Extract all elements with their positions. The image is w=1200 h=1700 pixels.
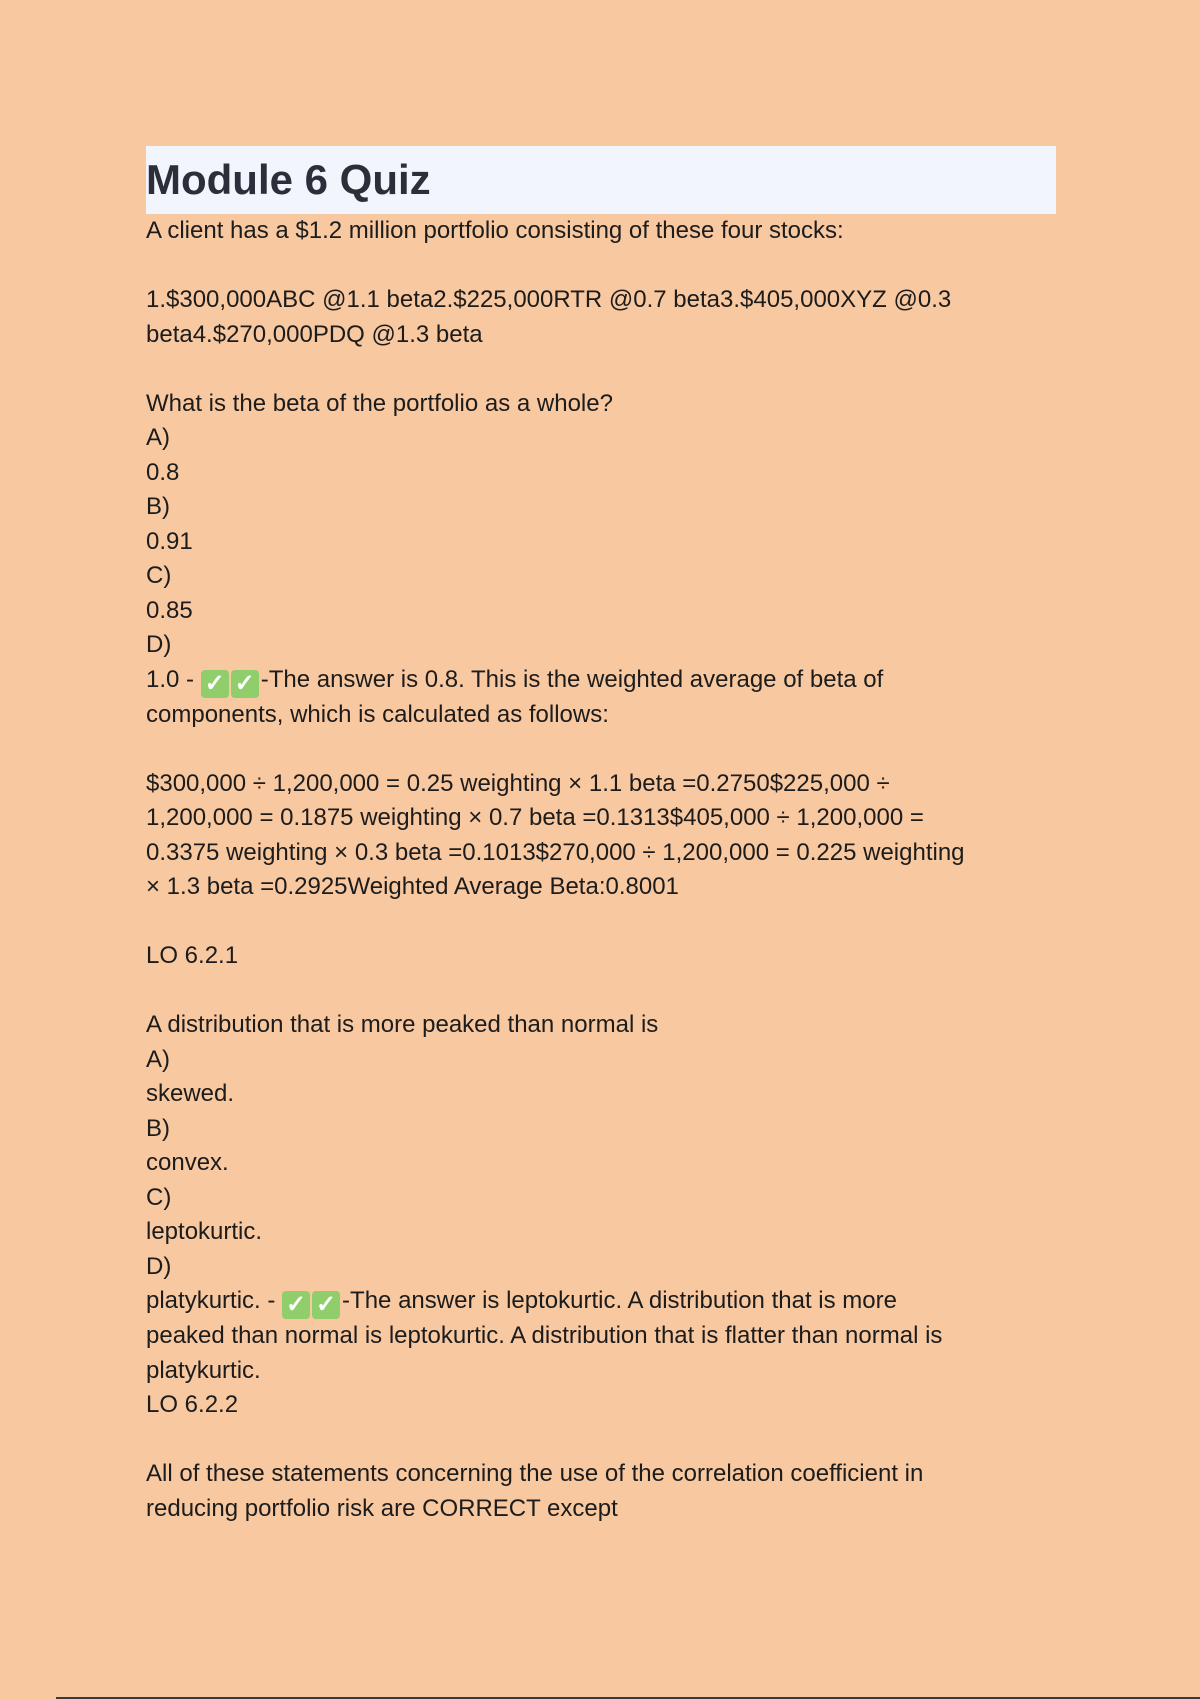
q1-answer-text: -The answer is 0.8. This is the weighted average of beta of [260,665,884,693]
q1-option-b-value: 0.91 [146,527,193,555]
q2-question: A distribution that is more peaked than normal is [146,1011,659,1038]
q2-option-d-value: platykurtic. - [146,1287,276,1314]
spacer [146,249,1056,284]
q1-stocks-line-1: 1.$300,000ABC @1.1 beta2.$225,000RTR @0.7 beta3.$405,000XYZ @0.3 [146,286,952,313]
q3-question-line-2: reducing portfolio risk are CORRECT except [146,1494,618,1522]
check-mark-button-icon: ✓ [231,670,259,698]
quiz-content [146,214,1056,1526]
q1-option-c-value: 0.85 [146,596,193,624]
spacer [146,352,1056,387]
q1-calc-line-2: 1,200,000 = 0.1875 weighting × 0.7 beta =0.1313$405,000 ÷ 1,200,000 = [146,804,924,831]
spacer [146,905,1056,940]
q1-intro: A client has a $1.2 million portfolio consisting of these four stocks: [146,217,844,244]
q2-option-d-label: D) [146,1252,172,1280]
q1-option-b-label: B) [146,493,170,520]
q2-option-c-label: C) [146,1183,172,1211]
check-mark-button-icon: ✓ [312,1291,340,1319]
footer-divider [56,1697,1200,1699]
q1-stocks-line-2: beta4.$270,000PDQ @1.3 beta [146,320,483,348]
q2-option-a-value: skewed. [146,1080,235,1107]
q1-option-d-value: 1.0 - [146,665,195,693]
title-bar [146,146,1056,214]
q1-question: What is the beta of the portfolio as a whole? [146,389,613,417]
q2-learning-objective: LO 6.2.2 [146,1391,239,1418]
q2-option-b-value: convex. [146,1149,229,1176]
page-title: Module 6 Quiz [146,156,431,203]
q1-option-a-label: A) [146,424,170,451]
q2-answer-line-3: platykurtic. [146,1356,261,1384]
q1-calc-line-1: $300,000 ÷ 1,200,000 = 0.25 weighting × 1.1 beta =0.2750$225,000 ÷ [146,769,890,797]
q1-option-d-label: D) [146,631,172,658]
spacer [146,732,1056,767]
q2-answer-text: -The answer is leptokurtic. A distribution that is more [342,1287,897,1314]
q1-answer-line-2: components, which is calculated as follows: [146,700,609,728]
q2-option-b-label: B) [146,1114,170,1142]
q1-answer-line-1 [146,663,1056,698]
check-mark-button-icon: ✓ [201,670,229,698]
q2-option-c-value: leptokurtic. [146,1218,263,1245]
q2-option-a-label: A) [146,1045,170,1073]
q1-option-c-label: C) [146,562,172,589]
q1-learning-objective: LO 6.2.1 [146,942,239,969]
check-mark-button-icon: ✓ [282,1291,310,1319]
spacer [146,1423,1056,1458]
q2-answer-line-2: peaked than normal is leptokurtic. A distribution that is flatter than normal is [146,1322,943,1349]
q1-calc-line-3: 0.3375 weighting × 0.3 beta =0.1013$270,000 ÷ 1,200,000 = 0.225 weighting [146,838,965,866]
spacer [146,974,1056,1009]
q1-calc-line-4: × 1.3 beta =0.2925Weighted Average Beta:0.8001 [146,873,679,900]
q2-answer-line-1 [146,1284,1056,1319]
document-page [146,146,1056,1526]
q3-question-line-1: All of these statements concerning the use of the correlation coefficient in [146,1460,924,1487]
q1-option-a-value: 0.8 [146,458,180,486]
